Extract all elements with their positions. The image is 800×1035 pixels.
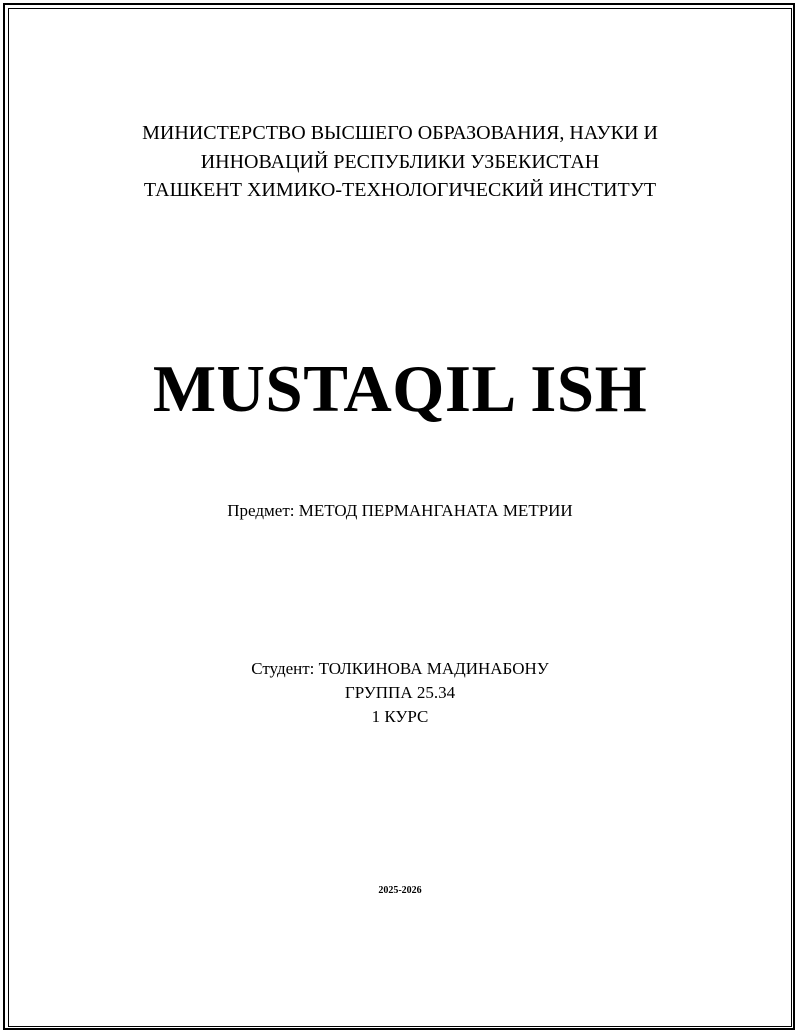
student-course: 1 КУРС	[371, 707, 429, 726]
student-info	[0, 657, 800, 729]
student-name: Студент: ТОЛКИНОВА МАДИНАБОНУ	[251, 659, 549, 678]
academic-years: 2025-2026	[378, 885, 422, 896]
subject-line: Предмет: МЕТОД ПЕРМАНГАНАТА МЕТРИИ	[227, 501, 573, 520]
institution-header	[0, 119, 800, 205]
student-group: ГРУППА 25.34	[344, 683, 456, 702]
header-line-ministry: МИНИСТЕРСТВО ВЫСШЕГО ОБРАЗОВАНИЯ, НАУКИ И	[142, 122, 658, 144]
header-line-institute: ТАШКЕНТ ХИМИКО-ТЕХНОЛОГИЧЕСКИЙ ИНСТИТУТ	[143, 179, 657, 201]
header-line-republic: ИННОВАЦИЙ РЕСПУБЛИКИ УЗБЕКИСТАН	[200, 150, 600, 173]
document-title: MUSTAQIL ISH	[152, 352, 648, 426]
